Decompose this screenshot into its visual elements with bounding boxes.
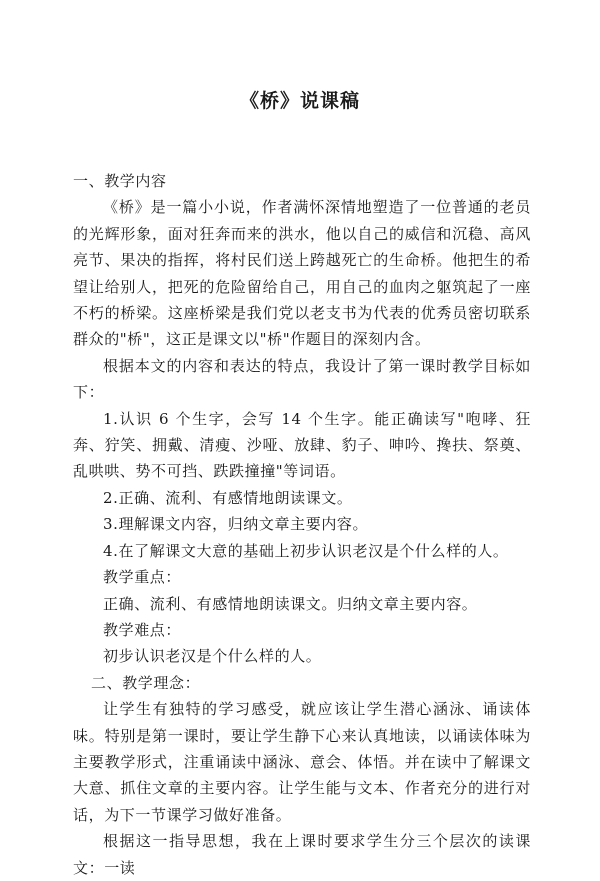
paragraph-philosophy: 让学生有独特的学习感受，就应该让学生潜心涵泳、诵读体味。特别是第一课时，要让学生静下心来认真地读，以诵读体味为主要教学形式，注重诵读中涵泳、意会、体悟。并在读中了解课文大意、抓住文章的主要内容。让学生能与文本、作者充分的进行对话，为下一节课学习做好准备。	[73, 700, 531, 824]
teaching-difficulty-label: 教学难点：	[103, 620, 182, 639]
objective-item-1: 1.认识 6 个生字，会写 14 个生字。能正确读写"咆哮、狂奔、狞笑、拥戴、清瘦、沙哑、放肆、豹子、呻吟、搀扶、祭奠、乱哄哄、势不可挡、跌跌撞撞"等词语。	[73, 409, 531, 481]
teaching-focus-label: 教学重点：	[103, 568, 182, 587]
page-title: 《桥》说课稿	[239, 90, 360, 112]
paragraph-story-summary: 《桥》是一篇小小说，作者满怀深情地塑造了一位普通的老员的光辉形象，面对狂奔而来的洪水，他以自己的威信和沉稳、高风亮节、果决的指挥，将村民们送上跨越死亡的生命桥。他把生的希望让给别人，把死的危险留给自己，用自己的血肉之躯筑起了一座不朽的桥梁。这座桥梁是我们党以老支书为代表的优秀员密切联系群众的"桥"，这正是课文以"桥"作题目的深刻内含。	[73, 198, 531, 349]
teaching-focus-text: 正确、流利、有感情地朗读课文。归纳文章主要内容。	[103, 594, 478, 613]
objective-item-4: 4.在了解课文大意的基础上初步认识老汉是个什么样的人。	[103, 541, 509, 560]
section-heading-teaching-content: 一、教学内容	[73, 172, 167, 190]
paragraph-objectives-intro: 根据本文的内容和表达的特点，我设计了第一课时教学目标如下：	[73, 356, 531, 402]
section-heading-teaching-philosophy: 二、教学理念：	[91, 673, 201, 692]
teaching-difficulty-text: 初步认识老汉是个什么样的人。	[103, 647, 322, 666]
document-body	[73, 168, 531, 881]
objective-item-3: 3.理解课文内容，归纳文章主要内容。	[103, 515, 369, 534]
paragraph-reading-levels: 根据这一指导思想，我在上课时要求学生分三个层次的读课文：一读	[73, 832, 531, 877]
objective-item-2: 2.正确、流利、有感情地朗读课文。	[103, 488, 353, 507]
